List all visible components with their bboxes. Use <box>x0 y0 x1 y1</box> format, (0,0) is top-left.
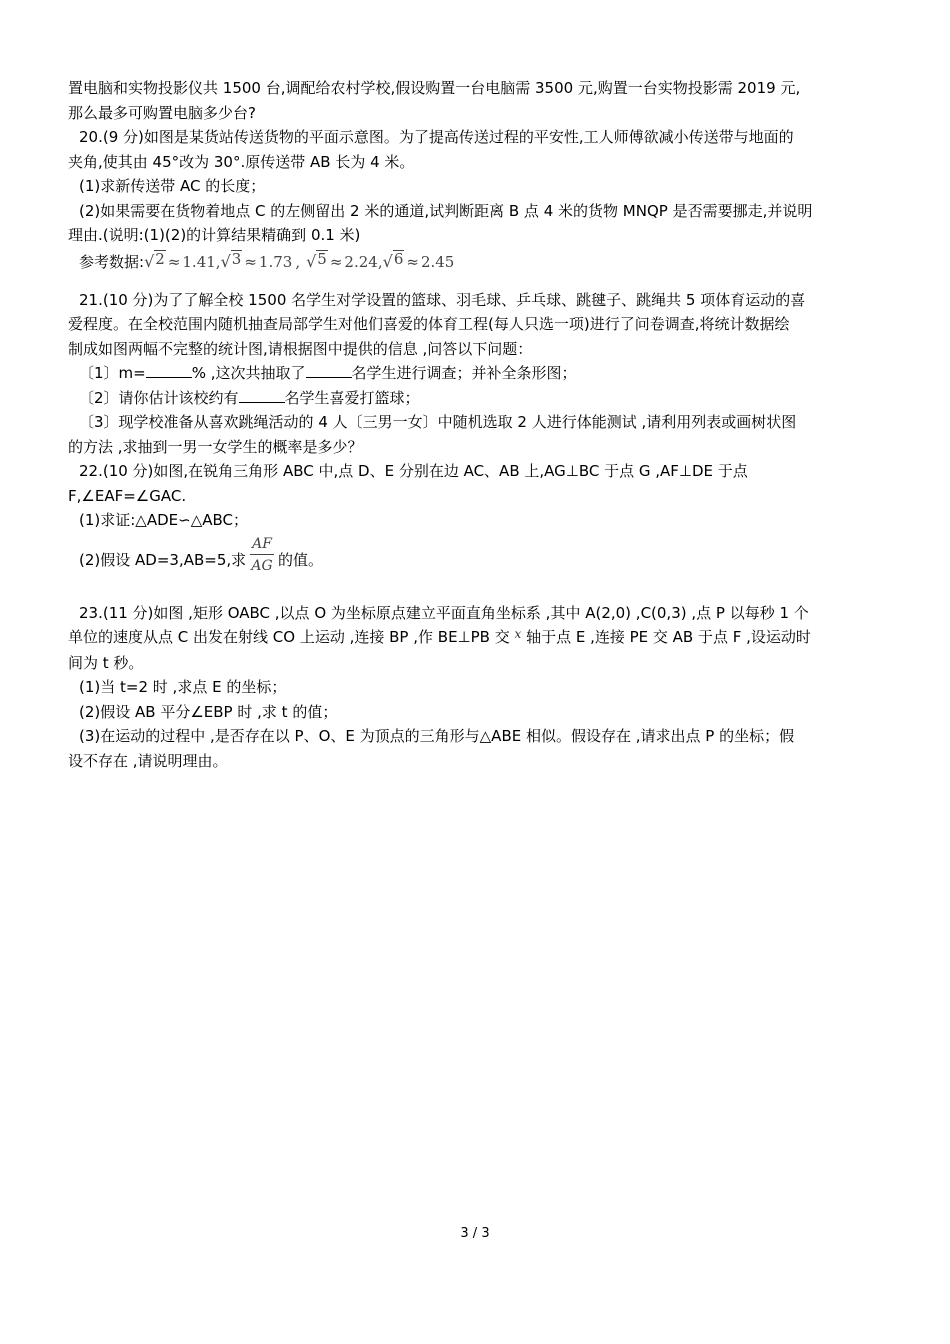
q23-line-1: 23.(11 分)如图 ,矩形 OABC ,以点 O 为坐标原点建立平面直角坐标系 ,其中 A(2,0) ,C(0,3) ,点 P 以每秒 1 个 <box>79 603 809 622</box>
sqrt-2: √ 2 <box>144 249 165 271</box>
answer-blank <box>239 388 285 403</box>
q21-part-1: 〔1〕m= % ,这次共抽取了 名学生进行调查；并补全条形图； <box>79 364 577 382</box>
q23-part-1: (1)当 t=2 时 ,求点 E 的坐标； <box>79 678 287 696</box>
q21-part-3-line-2: 的方法 ,求抽到一男一女学生的概率是多少？ <box>68 437 363 456</box>
sqrt-6-value: 2.45 <box>420 252 455 271</box>
sqrt-6: √ 6 <box>382 249 404 271</box>
answer-blank <box>306 363 352 378</box>
sqrt-3: √ 3 <box>220 249 242 271</box>
reference-label: 参考数据: <box>79 252 145 271</box>
sqrt-5: √ 5 <box>306 249 327 271</box>
q23-part-3-line-2: 设不存在 ,请说明理由。 <box>68 751 228 770</box>
sqrt-2-value: 1.41 <box>182 252 216 271</box>
q20-line-2: 夹角,使其由 45°改为 30°.原传送带 AB 长为 4 米。 <box>68 152 415 171</box>
fraction-af-over-ag <box>250 535 274 575</box>
q23-line-2: 单位的速度从点 C 出发在射线 CO 上运动 ,连接 BP ,作 BE⊥PB 交 $^x$ 轴于点 E ,连接 PE 交 AB 于点 F ,设运动时 <box>68 627 811 646</box>
q22-part-2: (2)假设 AD=3,AB=5,求 $\frac{AF}{AG}$ 的值。 <box>79 535 323 574</box>
q23-line-3: 间为 t 秒。 <box>68 653 144 672</box>
q23-part-2: (2)假设 AB 平分∠EBP 时 ,求 t 的值； <box>79 702 338 721</box>
fraction-numerator: AF <box>250 535 274 555</box>
reference-data: 参考数据: √ 2 ≈ 1.41 , √ 3 ≈ 1.73 , √ 5 ≈ 2.24 , √ 6 ≈ 2.45 <box>68 248 886 276</box>
q21-part-3-line-1: 〔3〕现学校准备从喜欢跳绳活动的 4 人〔三男一女〕中随机选取 2 人进行体能测试 ,请利用列表或画树状图 <box>79 413 797 431</box>
document-page <box>68 76 886 773</box>
approx-sign: ≈ <box>167 252 181 271</box>
q22-part-1: (1)求证:△ADE∽△ABC； <box>79 511 248 529</box>
q21-line-1: 21.(10 分)为了了解全校 1500 名学生对学设置的篮球、羽毛球、乒乓球、跳毽子、跳绳共 5 项体育运动的喜 <box>79 290 806 309</box>
intro-line-2: 那么最多可购置电脑多少台? <box>68 103 256 122</box>
q21-line-2: 爱程度。在全校范围内随机抽查局部学生对他们喜爱的体育工程(每人只选一项)进行了问卷调查,将统计数据绘 <box>68 315 790 333</box>
q20-part-2-line-2: 理由.(说明:(1)(2)的计算结果精确到 0.1 米) <box>68 226 361 244</box>
fraction-denominator: AG <box>251 557 273 574</box>
q20-line-1: 20.(9 分)如图是某货站传送货物的平面示意图。为了提高传送过程的平安性,工人师傅欲减小传送带与地面的 <box>79 128 794 146</box>
sqrt-3-value: 1.73 <box>258 252 293 271</box>
q22-line-2: F,∠EAF=∠GAC. <box>68 486 187 505</box>
q23-part-3-line-1: (3)在运动的过程中 ,是否存在以 P、O、E 为顶点的三角形与△ABE 相似。假设存在 ,请求出点 P 的坐标；假 <box>79 727 795 745</box>
q20-part-2-line-1: (2)如果需要在货物着地点 C 的左侧留出 2 米的通道,试判断距离 B 点 4 米的货物 MNQP 是否需要挪走,并说明 <box>79 201 813 220</box>
page-number: 3 / 3 <box>460 1226 490 1241</box>
q21-line-3: 制成如图两幅不完整的统计图,请根据图中提供的信息 ,问答以下问题： <box>68 339 533 358</box>
sqrt-5-value: 2.24 <box>344 252 378 271</box>
intro-line-1: 置电脑和实物投影仪共 1500 台,调配给农村学校,假设购置一台电脑需 3500 元,购置一台实物投影需 2019 元, <box>68 79 801 97</box>
q22-line-1: 22.(10 分)如图,在锐角三角形 ABC 中,点 D、E 分别在边 AC、AB 上,AG⊥BC 于点 G ,AF⊥DE 于点 <box>79 462 748 480</box>
q21-part-2: 〔2〕请你估计该校约有 名学生喜爱打篮球； <box>79 388 420 407</box>
x-axis-variable: x <box>514 627 522 641</box>
q20-part-1: (1)求新传送带 AC 的长度； <box>79 177 266 195</box>
answer-blank <box>146 363 192 378</box>
